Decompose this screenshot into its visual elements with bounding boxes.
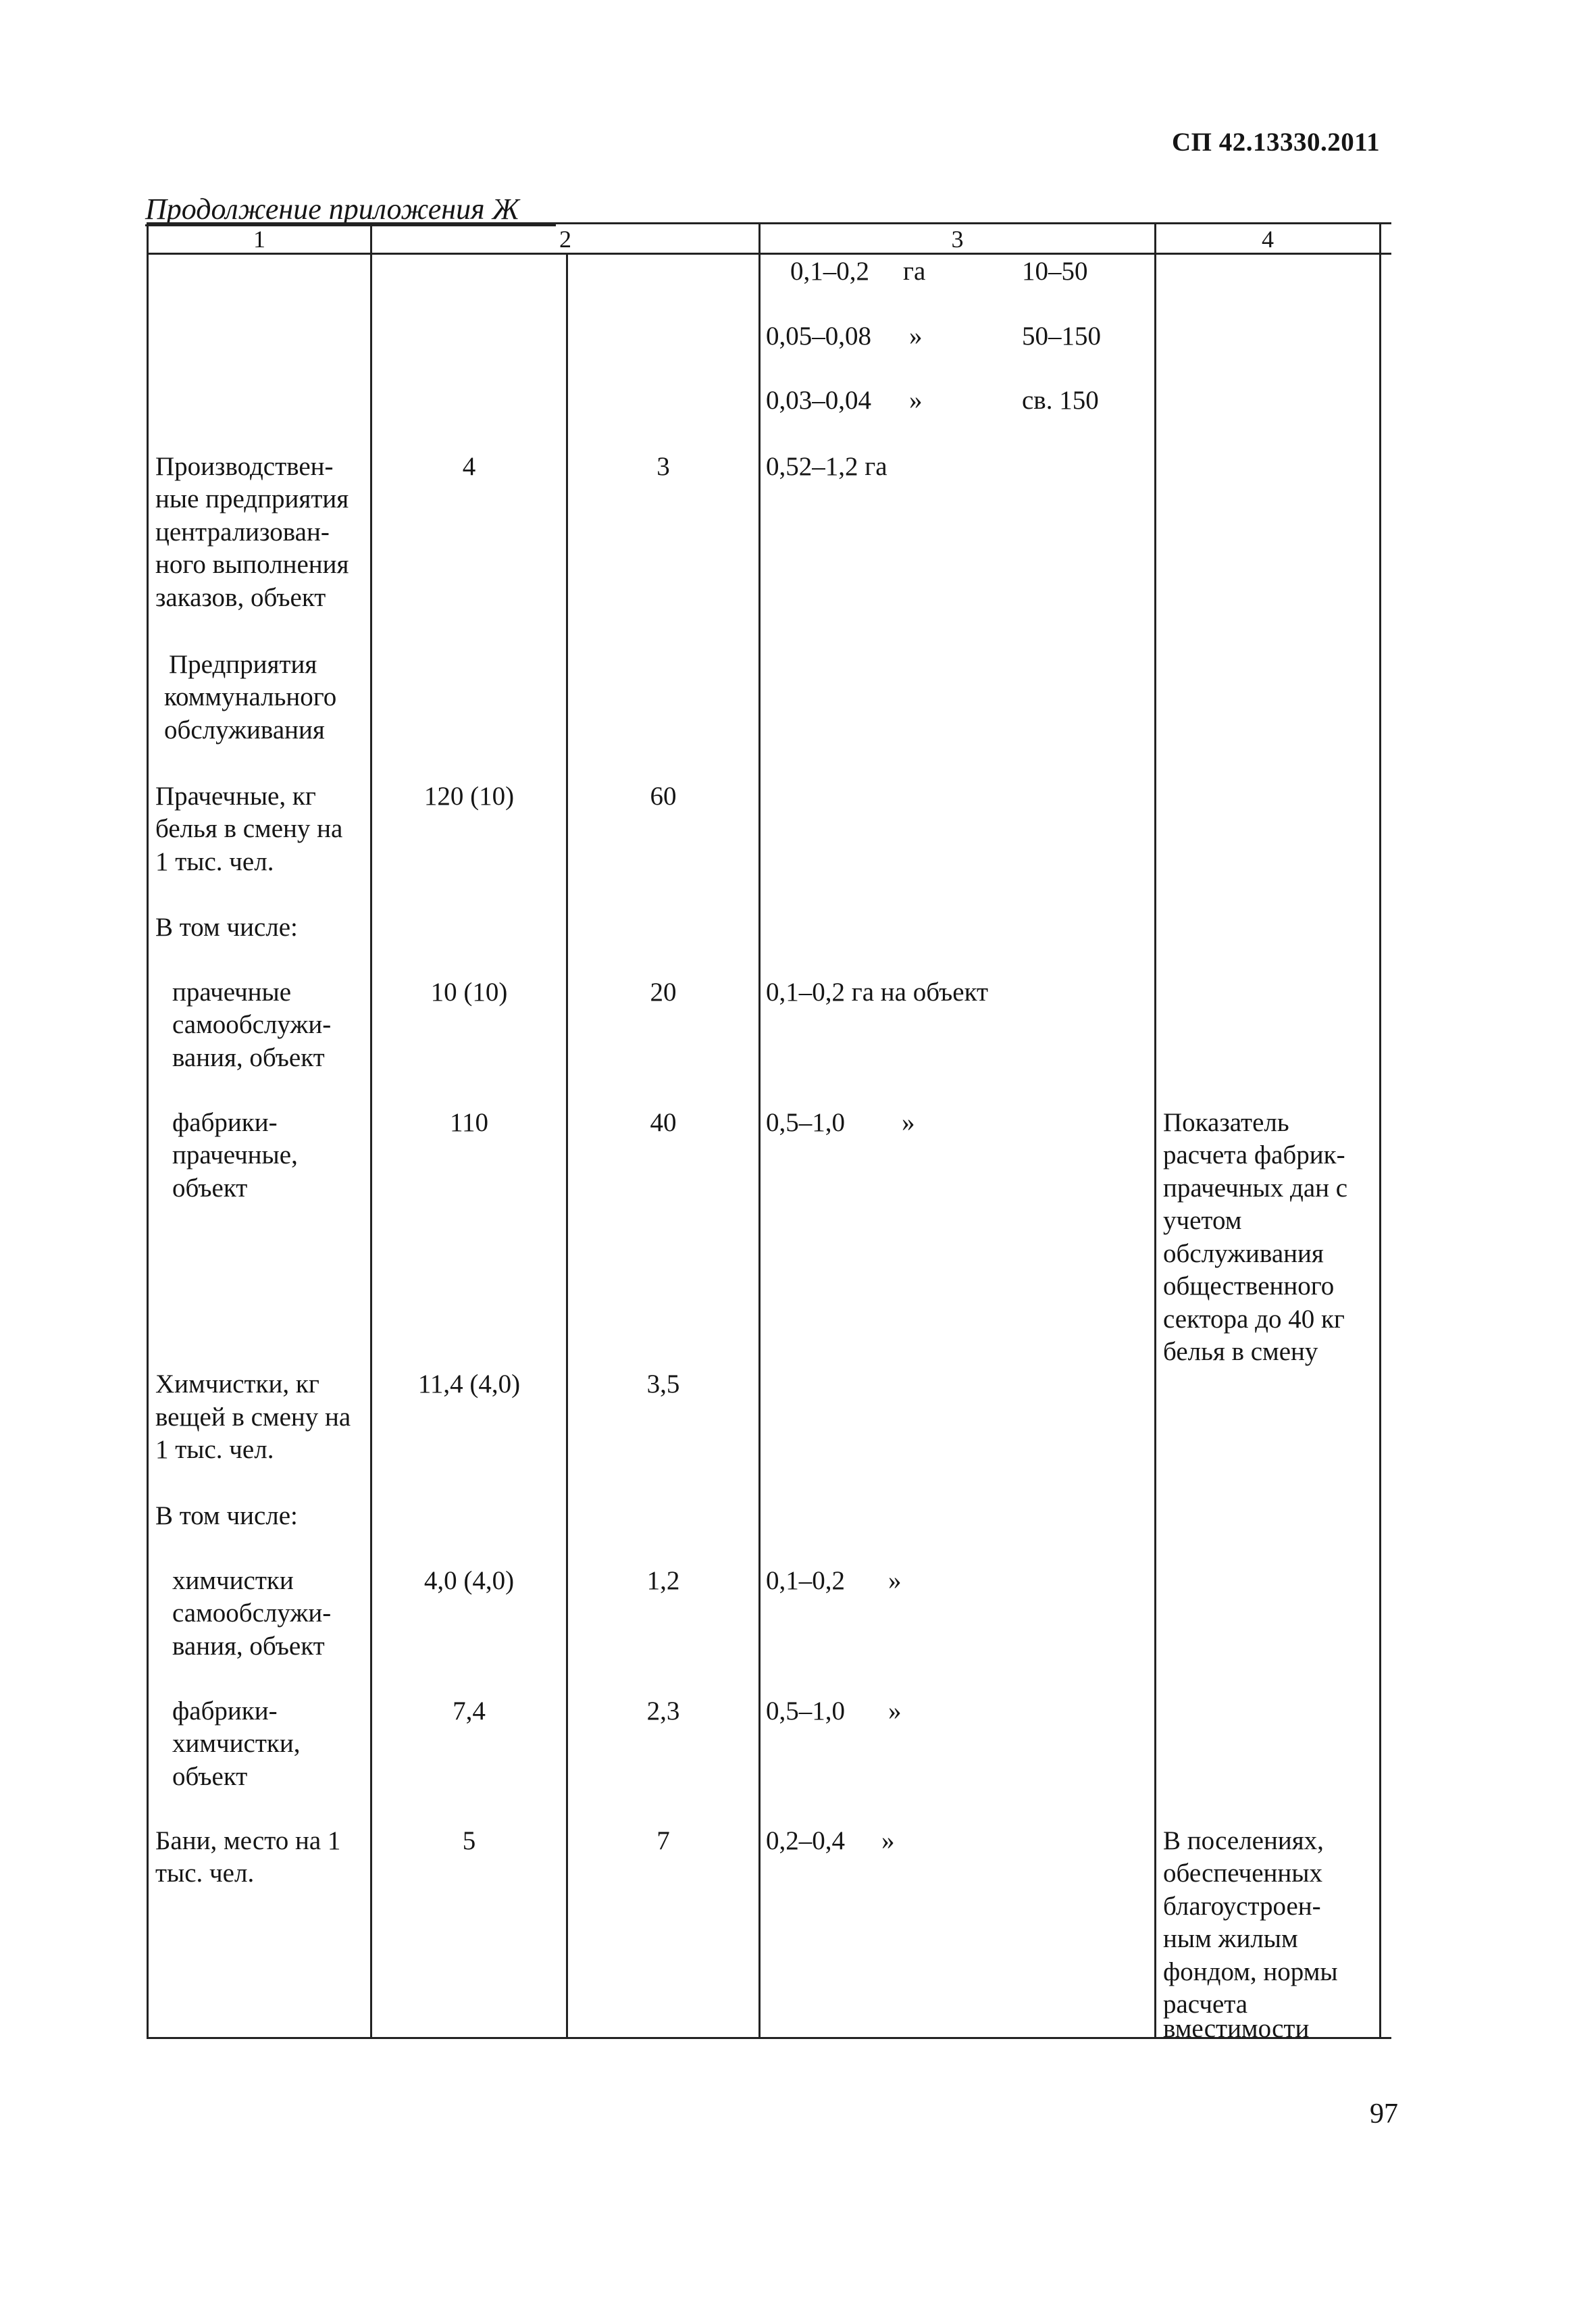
note-line: вместимости: [1163, 2014, 1310, 2043]
col2-value: 120 (10): [423, 782, 515, 811]
note-line: благоустроен-: [1163, 1892, 1321, 1921]
row-name-line: химчистки,: [172, 1729, 301, 1758]
ditto-mark: »: [909, 386, 923, 415]
row-name-line: централизован-: [155, 518, 330, 547]
col3-value: 3: [657, 452, 670, 481]
col-divider-3: [1154, 222, 1156, 2039]
area-value: 0,52–1,2 га: [766, 452, 887, 481]
note-line: расчета: [1163, 1990, 1248, 2019]
col2-value: 7,4: [453, 1696, 486, 1726]
row-name-line: ного выполнения: [155, 550, 349, 579]
ditto-mark: »: [902, 1108, 915, 1137]
area-value: 0,03–0,04: [766, 386, 871, 415]
row-name-line: Прачечные, кг: [155, 782, 316, 811]
area-value: 0,2–0,4: [766, 1826, 845, 1855]
note-line: В поселениях,: [1163, 1826, 1324, 1855]
page-number: 97: [1370, 2098, 1398, 2130]
row-name-line: химчистки: [172, 1566, 294, 1595]
ditto-mark: »: [909, 322, 923, 351]
col3-value: 20: [650, 978, 677, 1007]
table-caption: Продолжение приложения Ж: [145, 193, 519, 226]
col-divider-2: [758, 222, 761, 2039]
col3-value: 2,3: [646, 1696, 680, 1726]
capacity-range: 50–150: [1022, 322, 1101, 351]
ditto-mark: »: [881, 1826, 895, 1855]
ditto-mark: »: [888, 1566, 902, 1595]
row-name-line: самообслужи-: [172, 1599, 332, 1628]
capacity-range: 10–50: [1022, 257, 1088, 286]
note-line: расчета фабрик-: [1163, 1140, 1345, 1169]
header-col-3: 3: [951, 226, 964, 253]
note-line: фондом, нормы: [1163, 1957, 1338, 1986]
section-heading-line: обслуживания: [164, 715, 325, 745]
note-line: ным жилым: [1163, 1924, 1298, 1953]
header-col-1: 1: [253, 226, 265, 253]
row-name-line: Химчистки, кг: [155, 1369, 319, 1399]
row-name-line: прачечные: [172, 978, 292, 1007]
row-name-line: объект: [172, 1174, 248, 1203]
note-line: прачечных дан с: [1163, 1174, 1348, 1203]
note-line: Показатель: [1163, 1108, 1289, 1137]
area-value: 0,5–1,0: [766, 1696, 845, 1726]
row-name-line: вания, объект: [172, 1632, 325, 1661]
table-top-border: [147, 222, 1391, 224]
table-right-border: [1379, 222, 1381, 2039]
note-line: обслуживания: [1163, 1239, 1324, 1268]
row-name-line: вещей в смену на: [155, 1403, 351, 1432]
col2-value: 10 (10): [430, 978, 508, 1007]
row-name-line: заказов, объект: [155, 583, 326, 612]
col3-value: 1,2: [646, 1566, 680, 1595]
row-name-line: белья в смену на: [155, 814, 343, 843]
note-line: сектора до 40 кг: [1163, 1305, 1345, 1334]
col-divider-2a: [566, 253, 568, 2039]
row-name-line: прачечные,: [172, 1140, 298, 1169]
col3-value: 3,5: [646, 1369, 680, 1399]
col2-value: 4,0 (4,0): [423, 1566, 515, 1595]
row-name-line: вания, объект: [172, 1043, 325, 1072]
col2-value: 11,4 (4,0): [417, 1369, 521, 1399]
area-value: 0,1–0,2: [790, 257, 869, 286]
area-value: 0,1–0,2 га на объект: [766, 978, 989, 1007]
section-heading-line: Предприятия: [169, 650, 317, 679]
row-name-line: В том числе:: [155, 913, 298, 942]
row-name-line: фабрики-: [172, 1696, 278, 1726]
row-name-line: самообслужи-: [172, 1010, 332, 1039]
col2-value: 5: [462, 1826, 476, 1855]
note-line: общественного: [1163, 1272, 1335, 1301]
row-name-line: фабрики-: [172, 1108, 278, 1137]
document-code: СП 42.13330.2011: [1172, 128, 1381, 157]
col3-value: 40: [650, 1108, 677, 1137]
row-name-line: тыс. чел.: [155, 1859, 255, 1888]
row-name-line: Производствен-: [155, 452, 334, 481]
header-col-2: 2: [559, 226, 571, 253]
section-heading-line: коммунального: [164, 682, 337, 711]
area-value: 0,5–1,0: [766, 1108, 845, 1137]
row-name-line: В том числе:: [155, 1501, 298, 1530]
row-name-line: ные предприятия: [155, 484, 349, 513]
note-line: учетом: [1163, 1206, 1242, 1235]
note-line: обеспеченных: [1163, 1859, 1322, 1888]
ditto-mark: »: [888, 1696, 902, 1726]
capacity-range: св. 150: [1022, 386, 1099, 415]
note-line: белья в смену: [1163, 1337, 1318, 1366]
row-name-line: 1 тыс. чел.: [155, 847, 274, 876]
header-col-4: 4: [1262, 226, 1274, 253]
table-left-border: [147, 222, 149, 2039]
col3-value: 60: [650, 782, 677, 811]
area-unit: га: [903, 257, 926, 286]
row-name-line: объект: [172, 1762, 248, 1791]
row-name-line: Бани, место на 1: [155, 1826, 341, 1855]
row-name-line: 1 тыс. чел.: [155, 1435, 274, 1464]
col2-value: 4: [462, 452, 476, 481]
area-value: 0,05–0,08: [766, 322, 871, 351]
col3-value: 7: [657, 1826, 670, 1855]
col2-value: 110: [449, 1108, 489, 1137]
area-value: 0,1–0,2: [766, 1566, 845, 1595]
